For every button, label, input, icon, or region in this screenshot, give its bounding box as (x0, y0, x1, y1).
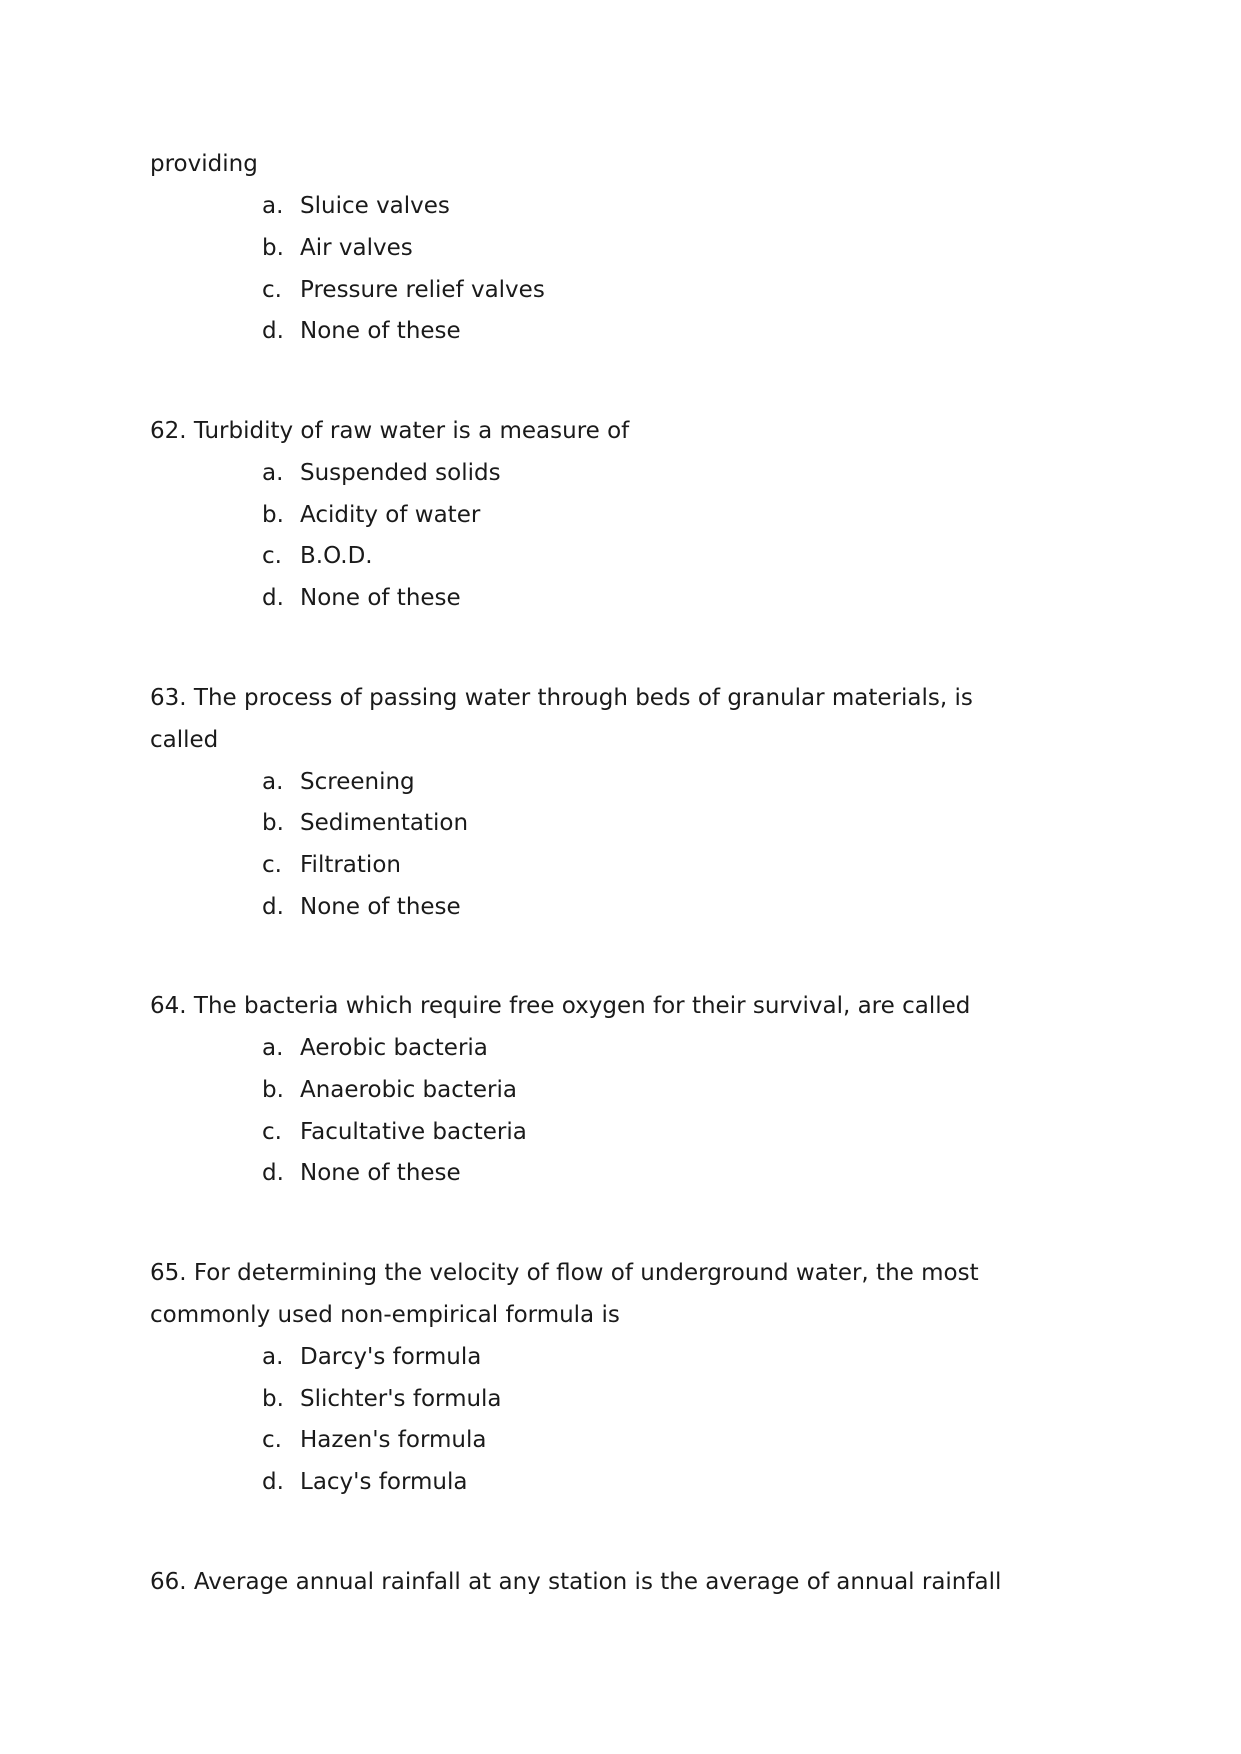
question-66: 66. Average annual rainfall at any station is the average of annual rainfall (150, 1569, 1002, 1595)
option-text: Facultative bacteria (300, 1119, 527, 1145)
option-text: Anaerobic bacteria (300, 1077, 517, 1103)
option-letter: b. (262, 235, 284, 261)
option-letter: a. (262, 460, 284, 486)
question-61-continuation: providing (150, 151, 258, 177)
option-letter: a. (262, 1344, 284, 1370)
option-text: Filtration (300, 852, 401, 878)
option-text: None of these (300, 1160, 461, 1186)
option-letter: b. (262, 502, 284, 528)
option-text: B.O.D. (300, 543, 373, 569)
question-65-line-2: commonly used non-empirical formula is (150, 1302, 620, 1328)
option-letter: a. (262, 193, 284, 219)
option-letter: a. (262, 769, 284, 795)
option-letter: c. (262, 1119, 282, 1145)
option-letter: d. (262, 318, 284, 344)
option-letter: c. (262, 277, 282, 303)
option-letter: d. (262, 585, 284, 611)
option-text: Sedimentation (300, 810, 469, 836)
option-text: None of these (300, 585, 461, 611)
question-63-line-2: called (150, 727, 219, 753)
option-letter: c. (262, 1427, 282, 1453)
option-letter: d. (262, 1160, 284, 1186)
option-text: None of these (300, 318, 461, 344)
option-letter: d. (262, 1469, 284, 1495)
question-64: 64. The bacteria which require free oxygen for their survival, are called (150, 993, 971, 1019)
option-text: None of these (300, 894, 461, 920)
option-letter: c. (262, 852, 282, 878)
option-text: Pressure relief valves (300, 277, 545, 303)
option-letter: b. (262, 1386, 284, 1412)
option-text: Suspended solids (300, 460, 501, 486)
option-text: Darcy's formula (300, 1344, 482, 1370)
option-text: Slichter's formula (300, 1386, 502, 1412)
question-63-line-1: 63. The process of passing water through beds of granular materials, is (150, 685, 973, 711)
option-letter: a. (262, 1035, 284, 1061)
option-letter: d. (262, 894, 284, 920)
question-62: 62. Turbidity of raw water is a measure of (150, 418, 630, 444)
option-letter: b. (262, 810, 284, 836)
option-text: Screening (300, 769, 415, 795)
option-text: Acidity of water (300, 502, 481, 528)
option-text: Hazen's formula (300, 1427, 487, 1453)
option-letter: c. (262, 543, 282, 569)
option-text: Aerobic bacteria (300, 1035, 488, 1061)
question-65-line-1: 65. For determining the velocity of flow of underground water, the most (150, 1260, 979, 1286)
option-letter: b. (262, 1077, 284, 1103)
option-text: Air valves (300, 235, 413, 261)
option-text: Sluice valves (300, 193, 450, 219)
option-text: Lacy's formula (300, 1469, 468, 1495)
